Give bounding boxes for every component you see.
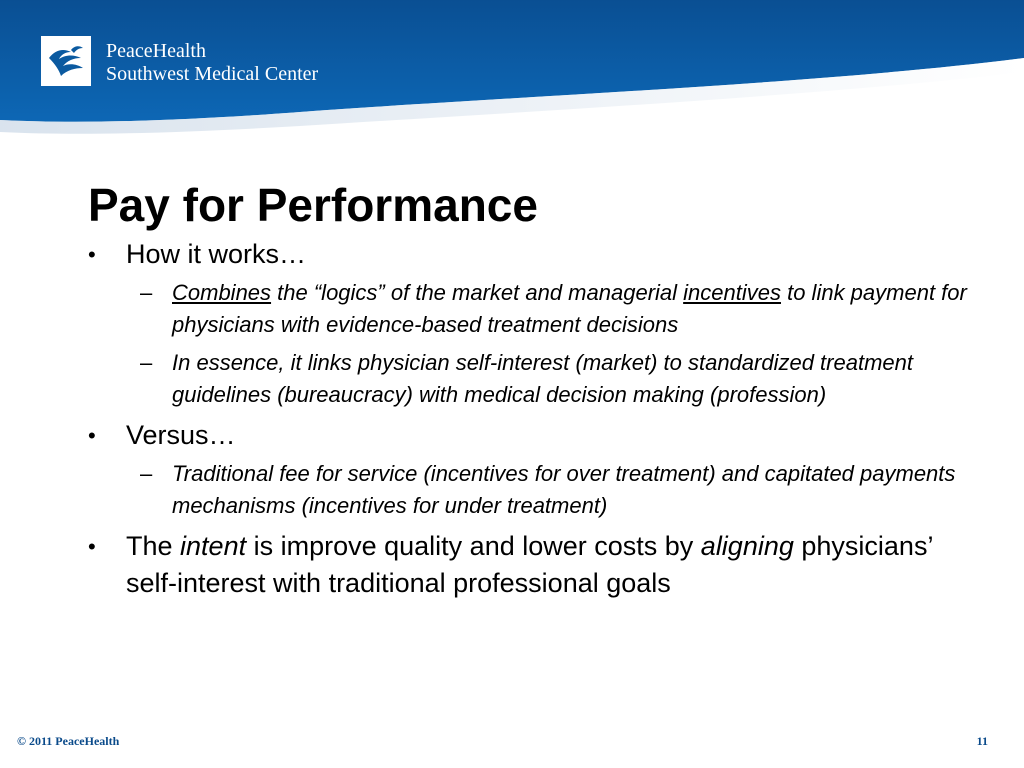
bullet-versus: • Versus… (88, 420, 236, 450)
sub-bullet-text: Traditional fee for service (incentives for over treatment) and capitated payments mechanisms (incentives for under treatment) (172, 461, 956, 518)
bullet-text: Versus… (126, 420, 236, 450)
org-name-line2: Southwest Medical Center (106, 63, 319, 85)
sub-bullet-combines: – Combines the “logics” of the market and managerial incentives to link payment for physicians with evidence-based treatment decisions (140, 280, 967, 337)
term-combines: Combines (172, 280, 272, 305)
sub-bullet-text: In essence, it links physician self-interest (market) to standardized treatment guidelines (bureaucracy) with medical decision making (profession) (172, 350, 913, 407)
bullet-intent: • The intent is improve quality and lower costs by aligning physicians’ self-interest with traditional professional goals (88, 531, 933, 598)
slide-body (88, 236, 988, 606)
term-aligning: aligning (700, 531, 794, 561)
sub-bullet-traditional: – Traditional fee for service (incentives for over treatment) and capitated payments mechanisms (incentives for under treatment) (140, 461, 956, 518)
copyright: © 2011 PeaceHealth (17, 734, 120, 748)
org-name (106, 40, 318, 86)
page-number: 11 (976, 734, 988, 748)
sub-bullet-in-essence: – In essence, it links physician self-interest (market) to standardized treatment guidelines (bureaucracy) with medical decision making (profession) (140, 350, 913, 407)
term-intent: intent (180, 531, 247, 561)
org-name-line1: PeaceHealth (106, 40, 206, 62)
bullet-how-it-works: • How it works… (88, 239, 307, 269)
logo (41, 36, 91, 86)
bullet-text: How it works… (126, 239, 307, 269)
slide-title: Pay for Performance (88, 179, 538, 231)
dove-icon (41, 36, 91, 86)
term-incentives: incentives (683, 280, 781, 305)
